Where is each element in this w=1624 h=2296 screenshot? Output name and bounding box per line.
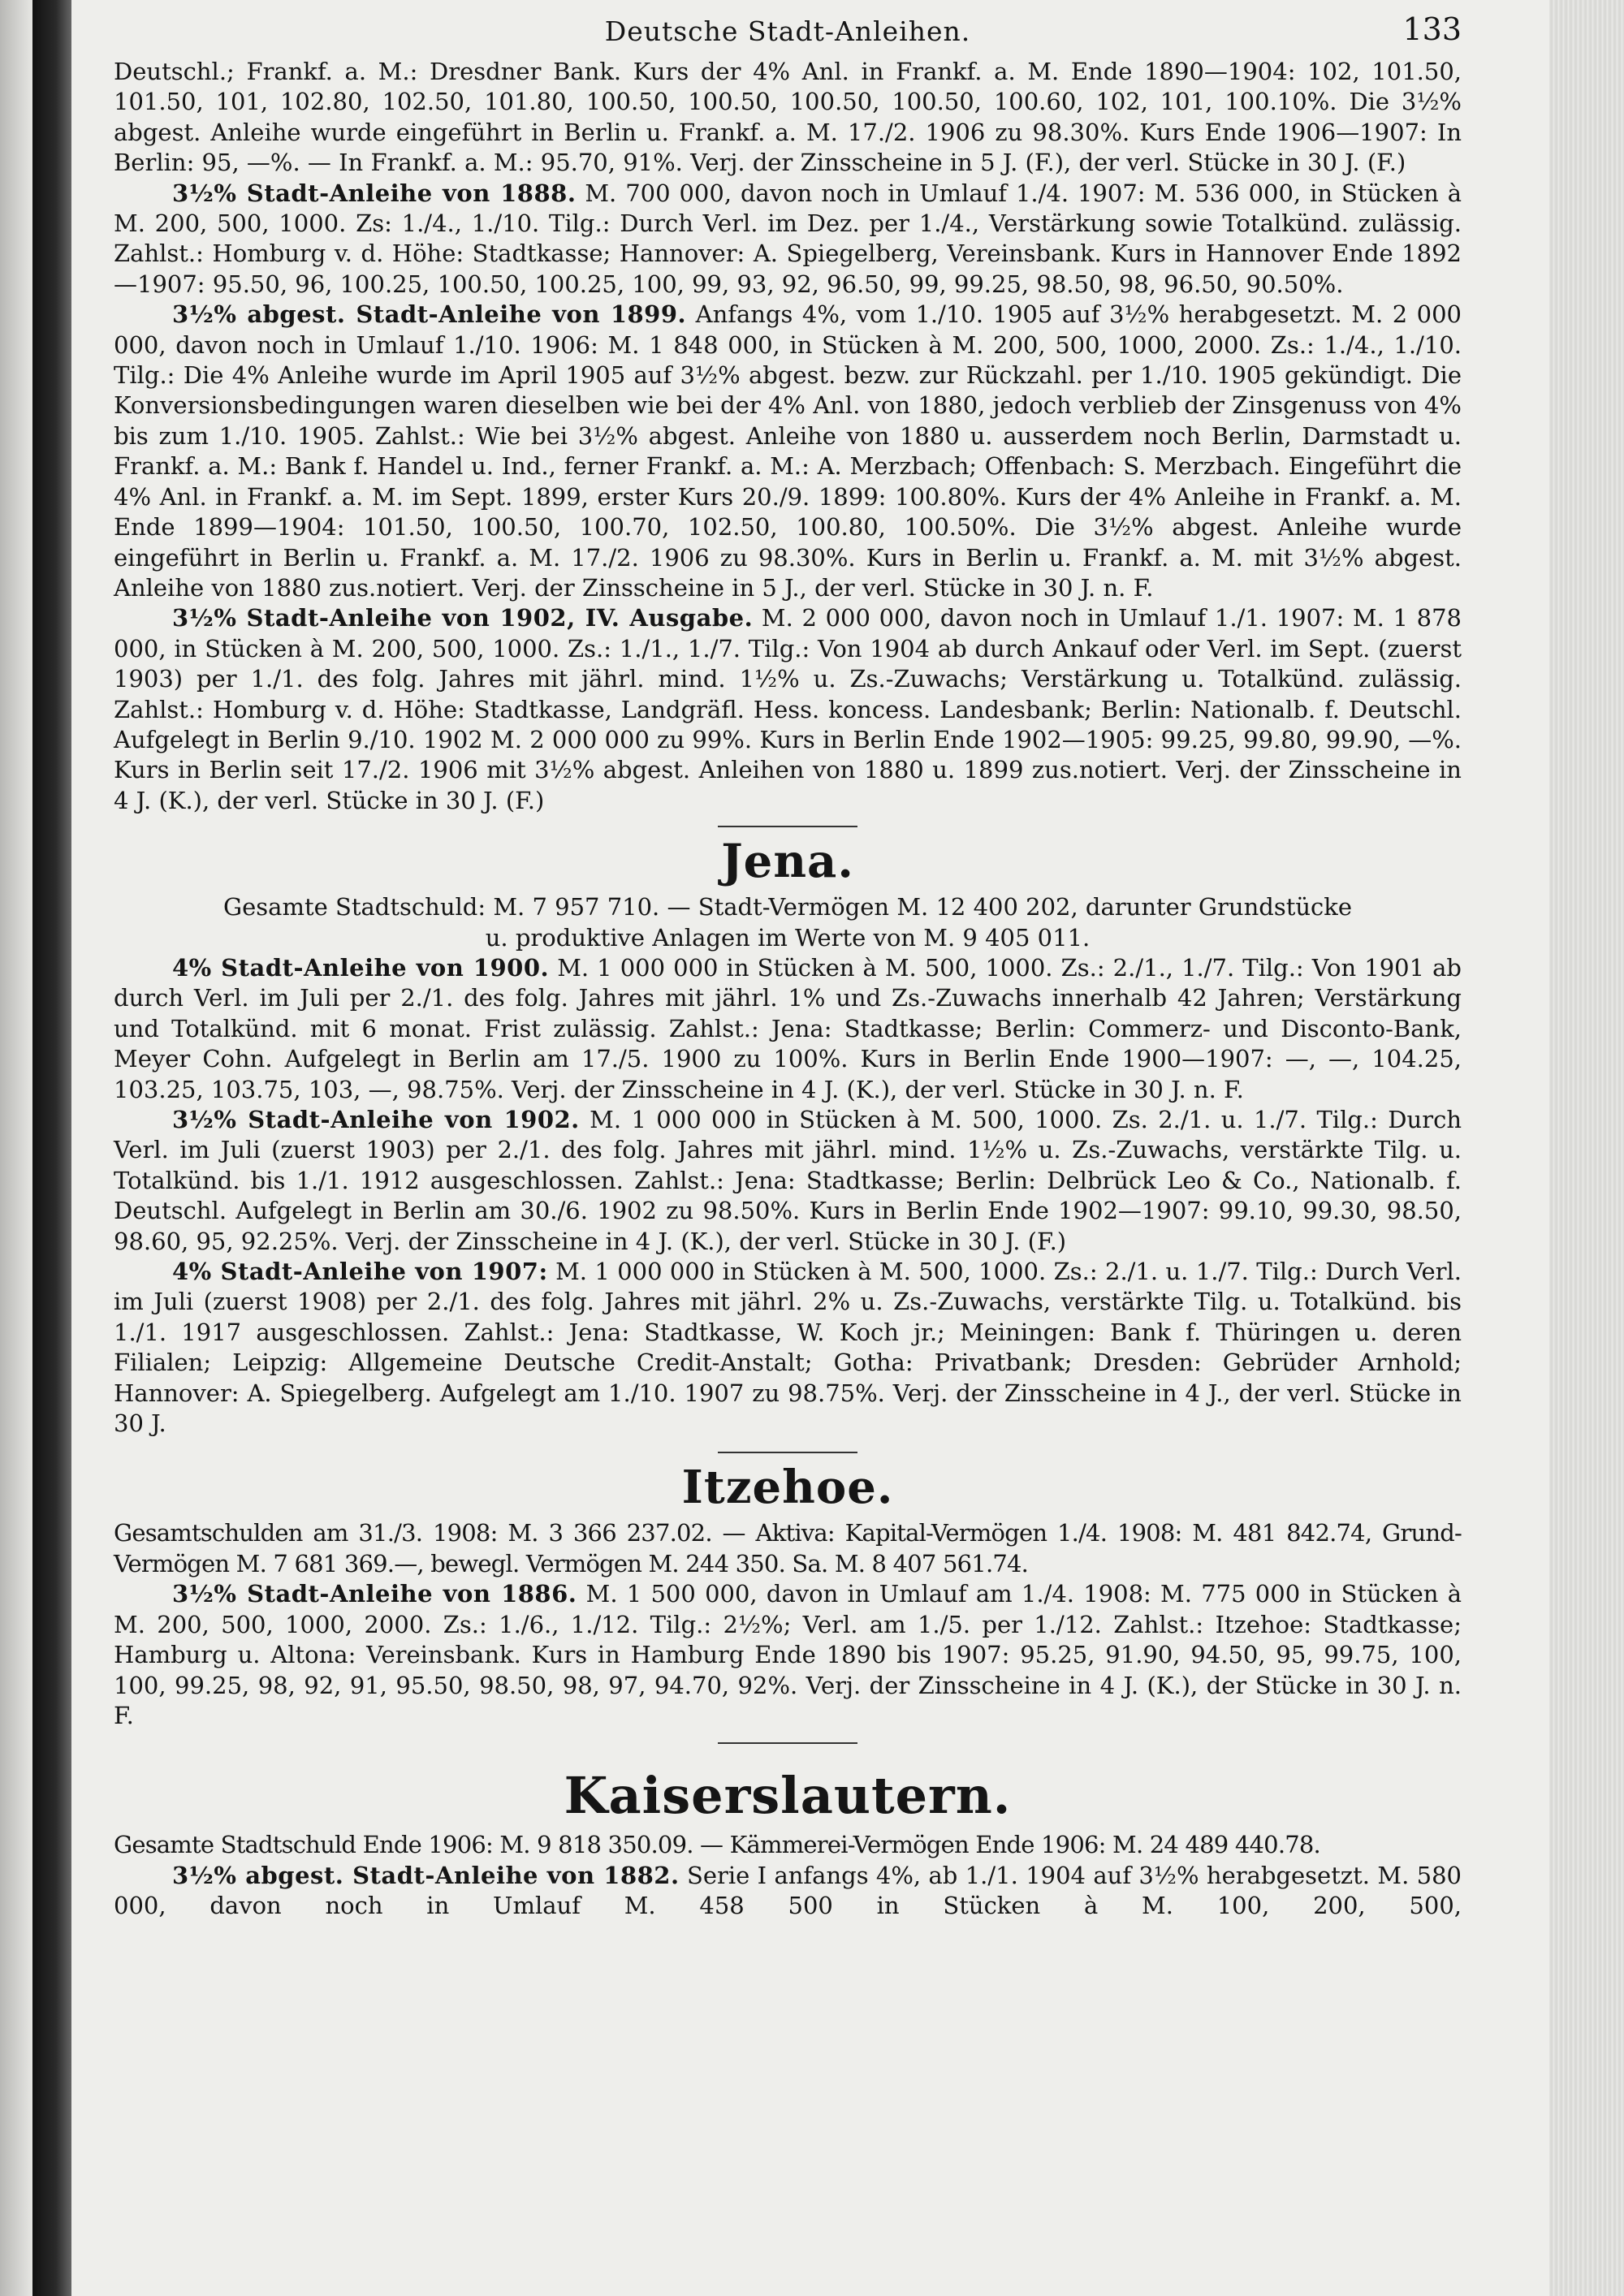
page-number: 133 bbox=[1402, 11, 1462, 47]
city-debt-summary: Gesamte Stadtschuld Ende 1906: M. 9 818 350.09. — Kämmerei-Vermögen Ende 1906: M. 24 489 440.78. bbox=[114, 1831, 1320, 1859]
city-debt-summary bbox=[114, 892, 1462, 953]
loan-title: 3½% Stadt-Anleihe von 1888. bbox=[172, 179, 577, 207]
loan-entry-jena-1900 bbox=[114, 953, 1462, 1105]
page-edge-right bbox=[1549, 0, 1624, 2296]
loan-entry-homburg-1888 bbox=[114, 179, 1462, 300]
loan-title: 4% Stadt-Anleihe von 1907: bbox=[172, 1258, 548, 1286]
loan-entry-jena-1907 bbox=[114, 1257, 1462, 1439]
section-divider bbox=[718, 1452, 857, 1453]
loan-entry-homburg-1902 bbox=[114, 603, 1462, 816]
book-page bbox=[114, 11, 1462, 1922]
loan-text: Serie I anfangs 4%, ab 1./1. 1904 auf 3½% herabgesetzt. M. 580 000, davon noch in Umlauf M. 458 500 in Stücken à M. 100, 200, 500, bbox=[114, 1861, 1462, 1920]
loan-title: 3½% abgest. Stadt-Anleihe von 1899. bbox=[172, 300, 687, 329]
debt-line: u. produktive Anlagen im Werte von M. 9 405 011. bbox=[485, 923, 1091, 952]
loan-entry-itzehoe-1886 bbox=[114, 1579, 1462, 1731]
continuation-paragraph: Deutschl.; Frankf. a. M.: Dresdner Bank. Kurs der 4% Anl. in Frankf. a. M. Ende 1890—1904: 102, 101.50, 101.50, 101, 102.80, 102.50, 101.80, 100.50, 100.50, 100.50, 100.50, 100.60, 102, 101, 100.10%. Die 3½% abgest. Anleihe wurde eingeführt in Berlin u. Frankf. a. M. 17./2. 1906 zu 98.30%. Kurs Ende 1906—1907: In Berlin: 95, —%. — In Frankf. a. M.: 95.70, 91%. Verj. der Zinsscheine in 5 J. (F.), der verl. Stücke in 30 J. (F.) bbox=[114, 58, 1462, 177]
debt-line: Gesamte Stadtschuld: M. 7 957 710. — Stadt-Vermögen M. 12 400 202, darunter Grundstücke bbox=[222, 893, 1353, 921]
book-binding-edge bbox=[32, 0, 71, 2296]
city-heading-itzehoe: Itzehoe. bbox=[681, 1461, 894, 1515]
city-heading-kaiserslautern: Kaiserslautern. bbox=[564, 1766, 1012, 1826]
loan-text: M. 1 500 000, davon in Umlauf am 1./4. 1908: M. 775 000 in Stücken à M. 200, 500, 1000, 2000. Zs.: 1./6., 1./12. Tilg.: 2½%; Verl. am 1./5. per 1./12. Zahlst.: Itzehoe: Stadtkasse; Hamburg u. Altona: Vereinsbank. Kurs in Hamburg Ende 1890 bis 1907: 95.25, 91.90, 94.50, 95, 99.75, 100, 100, 99.25, 98, 92, 91, 95.50, 98.50, 98, 97, 94.70, 92%. Verj. der Zinsscheine in 4 J. (K.), der Stücke in 30 J. n. F. bbox=[114, 1580, 1462, 1729]
loan-title: 3½% abgest. Stadt-Anleihe von 1882. bbox=[172, 1861, 680, 1889]
section-divider bbox=[718, 826, 857, 827]
city-heading-jena: Jena. bbox=[721, 835, 854, 889]
loan-title: 3½% Stadt-Anleihe von 1902, IV. Ausgabe. bbox=[172, 604, 754, 632]
loan-text: Anfangs 4%, vom 1./10. 1905 auf 3½% herabgesetzt. M. 2 000 000, davon noch in Umlauf 1./10. 1906: M. 1 848 000, in Stücken à M. 200, 500, 1000, 2000. Zs.: 1./4., 1./10. Tilg.: Die 4% Anleihe wurde im April 1905 auf 3½% abgest. bezw. zur Rückzahl. per 1./10. 1905 gekündigt. Die Konversionsbedingungen waren dieselben wie bei der 4% Anl. von 1880, jedoch verblieb der Zinsgenuss von 4% bis zum 1./10. 1905. Zahlst.: Wie bei 3½% abgest. Anleihe von 1880 u. ausserdem noch Berlin, Darmstadt u. Frankf. a. M.: Bank f. Handel u. Ind., ferner Frankf. a. M.: A. Merzbach; Offenbach: S. Merzbach. Eingeführt die 4% Anl. in Frankf. a. M. im Sept. 1899, erster Kurs 20./9. 1899: 100.80%. Kurs der 4% Anleihe in Frankf. a. M. Ende 1899—1904: 101.50, 100.50, 100.70, 102.50, 100.80, 100.50%. Die 3½% abgest. Anleihe wurde eingeführt in Berlin u. Frankf. a. M. 17./2. 1906 zu 98.30%. Kurs in Berlin u. Frankf. a. M. mit 3½% abgest. Anleihe von 1880 zus.notiert. Verj. der Zinsscheine in 5 J., der verl. Stücke in 30 J. n. F. bbox=[114, 300, 1462, 602]
loan-title: 3½% Stadt-Anleihe von 1902. bbox=[172, 1106, 580, 1133]
loan-text: M. 700 000, davon noch in Umlauf 1./4. 1907: M. 536 000, in Stücken à M. 200, 500, 1000. Zs: 1./4., 1./10. Tilg.: Durch Verl. im Dez. per 1./4., Verstärkung sowie Totalkünd. zulässig. Zahlst.: Homburg v. d. Höhe: Stadtkasse; Hannover: A. Spiegelberg, Vereinsbank. Kurs in Hannover Ende 1892—1907: 95.50, 96, 100.25, 100.50, 100.25, 100, 99, 93, 92, 96.50, 99, 99.25, 98.50, 98, 96.50, 90.50%. bbox=[114, 179, 1462, 298]
loan-title: 4% Stadt-Anleihe von 1900. bbox=[172, 953, 550, 982]
loan-text: M. 1 000 000 in Stücken à M. 500, 1000. Zs.: 2./1. u. 1./7. Tilg.: Durch Verl. im Juli (zuerst 1908) per 2./1. des folg. Jahres mit jährl. 2% u. Zs.-Zuwachs, verstärkte Tilg. u. Totalkünd. bis 1./1. 1917 ausgeschlossen. Zahlst.: Jena: Stadtkasse, W. Koch jr.; Meiningen: Bank f. Thüringen u. deren Filialen; Leipzig: Allgemeine Deutsche Credit-Anstalt; Gotha: Privatbank; Dresden: Gebrüder Arnhold; Hannover: A. Spiegelberg. Aufgelegt am 1./10. 1907 zu 98.75%. Verj. der Zinsscheine in 4 J., der verl. Stücke in 30 J. bbox=[114, 1258, 1462, 1438]
running-header bbox=[114, 11, 1462, 57]
city-debt-summary: Gesamtschulden am 31./3. 1908: M. 3 366 237.02. — Aktiva: Kapital-Vermögen 1./4. 1908: M. 481 842.74, Grund-Vermögen M. 7 681 369.—, bewegl. Vermögen M. 244 350. Sa. M. 8 407 561.74. bbox=[114, 1519, 1462, 1577]
loan-text: M. 2 000 000, davon noch in Umlauf 1./1. 1907: M. 1 878 000, in Stücken à M. 200, 500, 1000. Zs.: 1./1., 1./7. Tilg.: Von 1904 ab durch Ankauf oder Verl. im Sept. (zuerst 1903) per 1./1. des folg. Jahres mit jährl. mind. 1½% u. Zs.-Zuwachs; Verstärkung u. Totalkünd. zulässig. Zahlst.: Homburg v. d. Höhe: Stadtkasse, Landgräfl. Hess. koncess. Landesbank; Berlin: Nationalb. f. Deutschl. Aufgelegt in Berlin 9./10. 1902 M. 2 000 000 zu 99%. Kurs in Berlin Ende 1902—1905: 99.25, 99.80, 99.90, —%. Kurs in Berlin seit 17./2. 1906 mit 3½% abgest. Anleihen von 1880 u. 1899 zus.notiert. Verj. der Zinsscheine in 4 J. (K.), der verl. Stücke in 30 J. (F.) bbox=[114, 604, 1462, 814]
scan-left-margin bbox=[0, 0, 32, 2296]
loan-text: M. 1 000 000 in Stücken à M. 500, 1000. Zs. 2./1. u. 1./7. Tilg.: Durch Verl. im Juli (zuerst 1903) per 2./1. des folg. Jahres mit jährl. mind. 1½% u. Zs.-Zuwachs, verstärkte Tilg. u. Totalkünd. bis 1./1. 1912 ausgeschlossen. Zahlst.: Jena: Stadtkasse; Berlin: Delbrück Leo & Co., Nationalb. f. Deutschl. Aufgelegt in Berlin am 30./6. 1902 zu 98.50%. Kurs in Berlin Ende 1902—1907: 99.10, 99.30, 98.50, 98.60, 95, 92.25%. Verj. der Zinsscheine in 4 J. (K.), der verl. Stücke in 30 J. (F.) bbox=[114, 1106, 1462, 1255]
loan-title: 3½% Stadt-Anleihe von 1886. bbox=[172, 1580, 577, 1608]
loan-entry-homburg-1899 bbox=[114, 300, 1462, 603]
loan-entry-jena-1902 bbox=[114, 1105, 1462, 1257]
section-divider bbox=[718, 1742, 857, 1744]
running-title: Deutsche Stadt-Anleihen. bbox=[604, 15, 971, 47]
loan-entry-kaiserslautern-1882 bbox=[114, 1861, 1462, 1922]
loan-text: M. 1 000 000 in Stücken à M. 500, 1000. Zs.: 2./1., 1./7. Tilg.: Von 1901 ab durch Verl. im Juli per 2./1. des folg. Jahres mit jährl. 1% und Zs.-Zuwachs innerhalb 42 Jahren; Verstärkung und Totalkünd. mit 6 monat. Frist zulässig. Zahlst.: Jena: Stadtkasse; Berlin: Commerz- und Disconto-Bank, Meyer Cohn. Aufgelegt in Berlin am 17./5. 1900 zu 100%. Kurs in Berlin Ende 1900—1907: —, —, 104.25, 103.25, 103.75, 103, —, 98.75%. Verj. der Zinsscheine in 4 J. (K.), der verl. Stücke in 30 J. n. F. bbox=[114, 953, 1462, 1103]
